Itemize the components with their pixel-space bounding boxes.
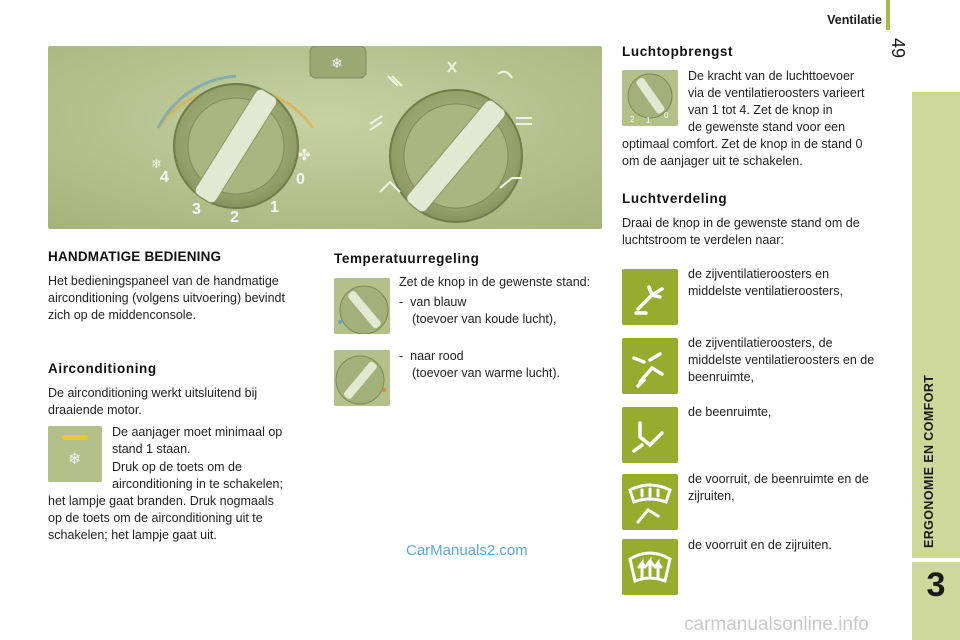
feet-vent-icon	[622, 407, 678, 463]
temperature-heading: Temperatuurregeling	[334, 251, 480, 266]
airflow-text-indented: De kracht van de luchttoevoer via de ventilatieroosters varieert van 1 tot 4. Zet de knop in de gewenste stand voor een	[688, 69, 865, 134]
header-rule	[886, 0, 890, 30]
airconditioning-p2: het lampje gaat branden. Druk nogmaals op de toets om de airconditioning uit te schakelen; het lampje gaat uit.	[48, 494, 274, 542]
chapter-label: ERGONOMIE EN COMFORT	[922, 374, 936, 548]
temperature-knob-red-thumbnail	[334, 350, 390, 406]
svg-text:1: 1	[646, 116, 651, 125]
windscreen-demist-icon	[622, 539, 678, 595]
face-vent-icon	[622, 269, 678, 325]
ac-button-thumbnail	[48, 426, 102, 482]
manual-controls-text: Het bedieningspaneel van de handmatige airconditioning (volgens uitvoering) bevindt zich op de middenconsole.	[48, 274, 285, 322]
temperature-knob-blue-thumbnail	[334, 278, 390, 334]
airconditioning-p1: De aanjager moet minimaal op stand 1 staan.	[112, 425, 283, 456]
distribution-mode-5-text: de voorruit en de zijruiten.	[688, 538, 832, 552]
svg-text:❄: ❄	[331, 55, 343, 71]
distribution-heading: Luchtverdeling	[622, 191, 728, 206]
svg-text:❄: ❄	[151, 156, 162, 171]
distribution-mode-4-text: de voorruit, de beenruimte en de zijruiten,	[688, 472, 869, 503]
temperature-intro: Zet de knop in de gewenste stand:	[399, 275, 591, 289]
temperature-red-text: - naar rood (toevoer van warme lucht).	[399, 349, 560, 380]
svg-text:0: 0	[664, 111, 669, 120]
distribution-mode-2-text: de zijventilatieroosters, de middelste ventilatieroosters en de beenruimte,	[688, 336, 875, 384]
fan-label-4: 4	[160, 169, 169, 186]
manual-controls-heading: HANDMATIGE BEDIENING	[48, 249, 222, 264]
control-panel-photo	[48, 46, 602, 229]
fan-knob-thumbnail	[622, 70, 678, 126]
distribution-mode-1-text: de zijventilatieroosters en middelste ventilatieroosters,	[688, 267, 843, 298]
windscreen-feet-vent-icon	[622, 474, 678, 530]
fan-label-3: 3	[192, 201, 201, 218]
temperature-blue-text: - van blauw (toevoer van koude lucht),	[399, 295, 557, 326]
side-tab-divider	[912, 558, 960, 562]
watermark: CarManuals2.com	[406, 542, 528, 559]
chapter-number: 3	[926, 566, 946, 604]
svg-text:2: 2	[630, 115, 635, 124]
distribution-mode-3-text: de beenruimte,	[688, 405, 772, 419]
airconditioning-heading: Airconditioning	[48, 361, 157, 376]
page-number: 49	[888, 38, 908, 59]
airflow-text: optimaal comfort. Zet de knop in de stand 0 om de aanjager uit te schakelen.	[622, 137, 863, 168]
svg-text:✤: ✤	[298, 147, 311, 164]
footer-watermark: carmanualsonline.info	[684, 614, 869, 635]
airconditioning-p2-indent: Druk op de toets om de airconditioning in te schakelen;	[112, 460, 283, 491]
airflow-heading: Luchtopbrengst	[622, 44, 734, 59]
face-feet-vent-icon	[622, 338, 678, 394]
fan-label-1: 1	[270, 199, 279, 216]
fan-label-0: 0	[296, 171, 305, 188]
distribution-intro: Draai de knop in de gewenste stand om de luchtstroom te verdelen naar:	[622, 216, 860, 247]
fan-label-2: 2	[230, 209, 239, 226]
snowflake-icon: ❄	[68, 451, 82, 468]
running-head: Ventilatie	[827, 13, 882, 27]
airconditioning-intro: De airconditioning werkt uitsluitend bij draaiende motor.	[48, 386, 258, 417]
